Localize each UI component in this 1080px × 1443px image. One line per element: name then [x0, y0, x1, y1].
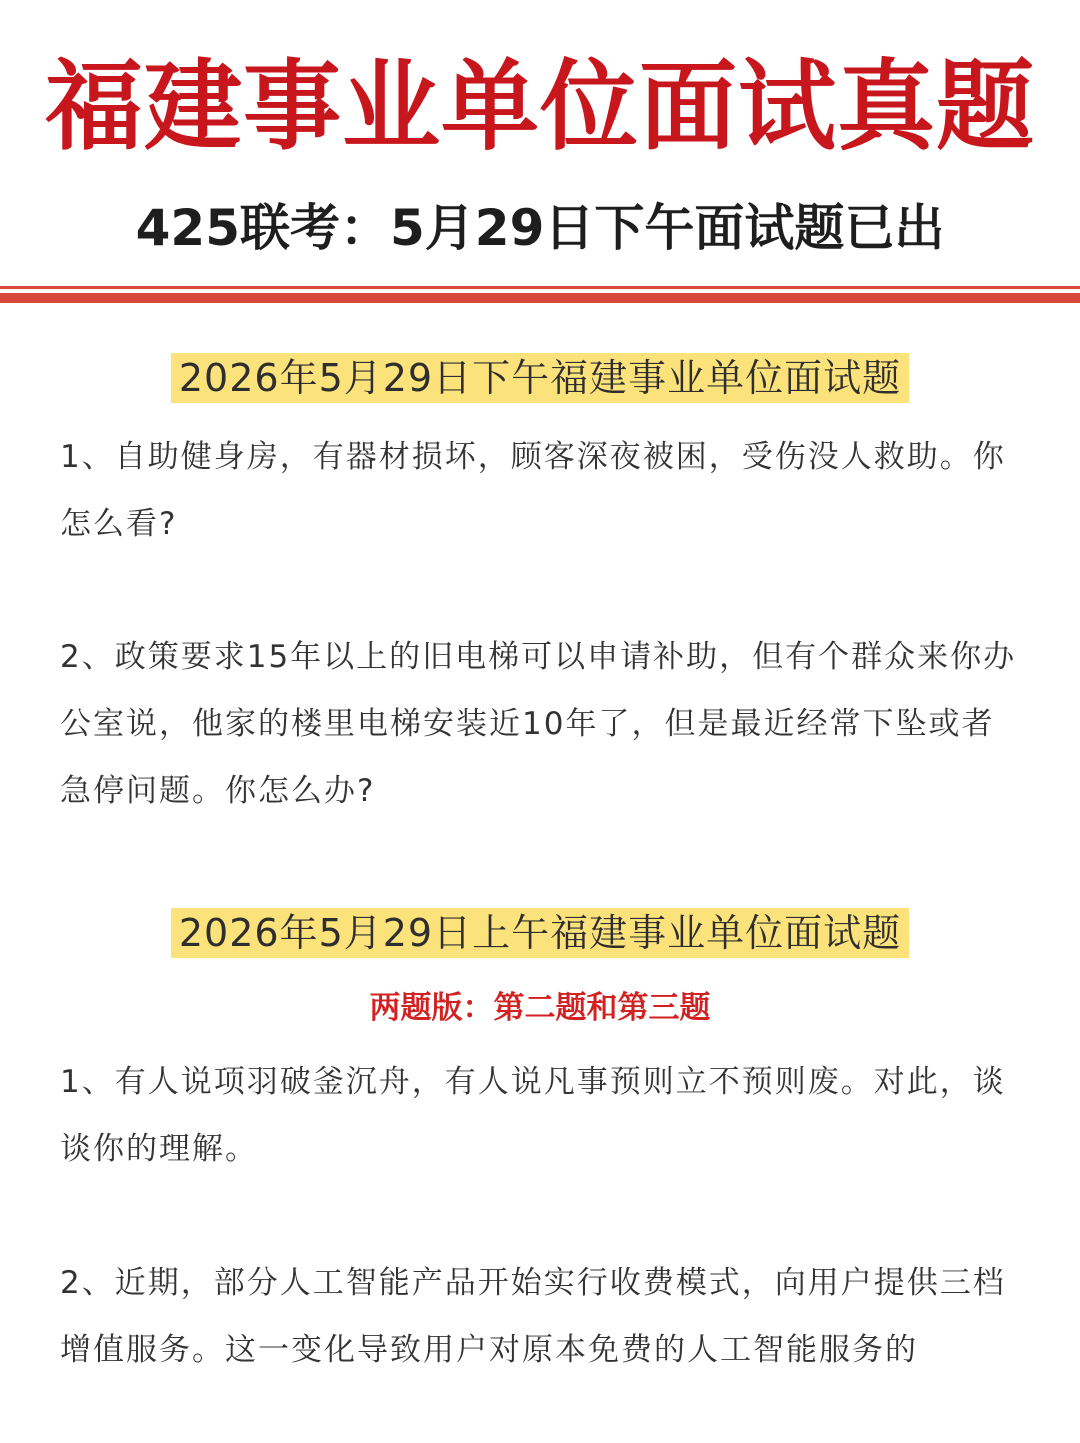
question-morning-1: 1、有人说项羽破釜沉舟，有人说凡事预则立不预则废。对此，谈谈你的理解。: [60, 1064, 1006, 1167]
section-heading-afternoon-text: 2026年5月29日下午福建事业单位面试题: [171, 353, 909, 403]
question-afternoon-2: 2、政策要求15年以上的旧电梯可以申请补助，但有个群众来你办公室说，他家的楼里电梯安装近10年了，但是最近经常下坠或者急停问题。你怎么办?: [60, 639, 1017, 809]
header: [0, 0, 1080, 285]
header-divider-thin: [0, 286, 1080, 289]
version-label: 两题版：第二题和第三题: [369, 990, 711, 1026]
section-heading-afternoon: [0, 353, 1080, 403]
question-afternoon-1: 1、自助健身房，有器材损坏，顾客深夜被困，受伤没人救助。你怎么看?: [60, 439, 1006, 542]
section-heading-morning-text: 2026年5月29日上午福建事业单位面试题: [171, 908, 909, 958]
question-morning-2: 2、近期，部分人工智能产品开始实行收费模式，向用户提供三档增值服务。这一变化导致用户对原本免费的人工智能服务的: [60, 1265, 1006, 1368]
page-title: 福建事业单位面试真题: [44, 50, 1035, 164]
header-divider-thick: [0, 293, 1080, 303]
section-heading-morning: [0, 908, 1080, 958]
page-subtitle: 425联考：5月29日下午面试题已出: [135, 199, 945, 257]
